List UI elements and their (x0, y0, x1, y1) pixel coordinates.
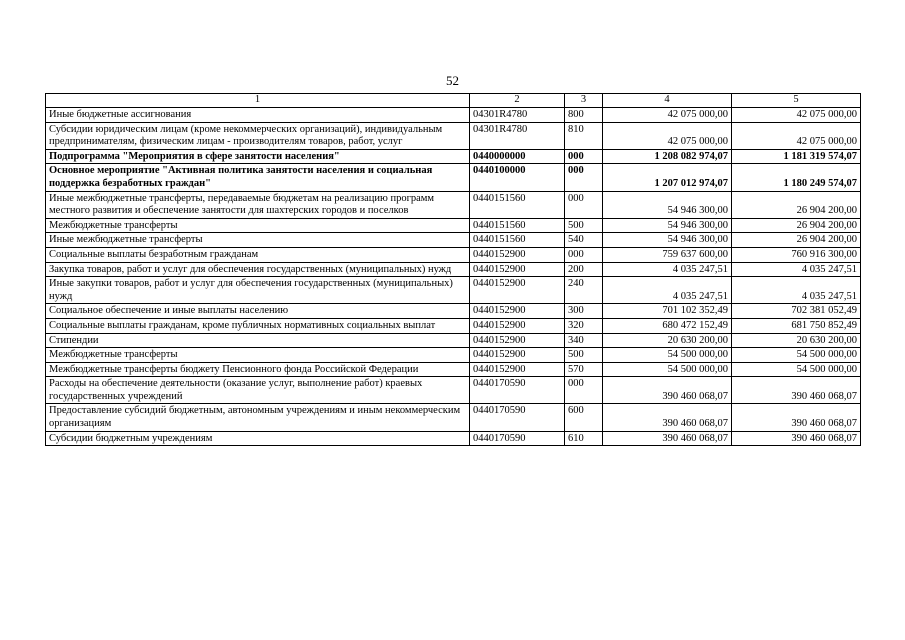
row-name-cell: Предоставление субсидий бюджетным, автономным учреждениям и иным некоммерческим организациям (46, 404, 470, 431)
row-name-cell: Межбюджетные трансферты бюджету Пенсионного фонда Российской Федерации (46, 362, 470, 377)
table-row (46, 149, 861, 164)
row-expense-type-cell: 570 (565, 362, 603, 377)
row-expense-type-cell: 320 (565, 318, 603, 333)
row-name-cell: Стипендии (46, 333, 470, 348)
row-amount-2-cell: 20 630 200,00 (732, 333, 861, 348)
row-amount-1-cell: 54 500 000,00 (603, 362, 732, 377)
row-amount-2-cell: 26 904 200,00 (732, 233, 861, 248)
row-expense-type-cell: 000 (565, 377, 603, 404)
row-name-cell: Иные закупки товаров, работ и услуг для обеспечения государственных (муниципальных) нужд (46, 277, 470, 304)
row-code-cell: 0440170590 (470, 377, 565, 404)
row-expense-type-cell: 610 (565, 431, 603, 446)
row-amount-1-cell: 390 460 068,07 (603, 404, 732, 431)
row-amount-1-cell: 42 075 000,00 (603, 108, 732, 123)
row-amount-2-cell: 1 181 319 574,07 (732, 149, 861, 164)
row-code-cell: 04301R4780 (470, 122, 565, 149)
row-name-cell: Основное мероприятие "Активная политика занятости населения и социальная поддержка безработных граждан" (46, 164, 470, 191)
row-amount-2-cell: 4 035 247,51 (732, 277, 861, 304)
row-amount-1-cell: 680 472 152,49 (603, 318, 732, 333)
row-code-cell: 0440152900 (470, 362, 565, 377)
row-expense-type-cell: 000 (565, 149, 603, 164)
row-amount-1-cell: 54 946 300,00 (603, 233, 732, 248)
row-code-cell: 0440152900 (470, 277, 565, 304)
row-expense-type-cell: 500 (565, 348, 603, 363)
row-amount-2-cell: 760 916 300,00 (732, 247, 861, 262)
header-col-3: 3 (565, 94, 603, 108)
table-row (46, 377, 861, 404)
row-code-cell: 0440151560 (470, 218, 565, 233)
row-expense-type-cell: 500 (565, 218, 603, 233)
row-name-cell: Подпрограмма "Мероприятия в сфере занятости населения" (46, 149, 470, 164)
page-number: 52 (446, 73, 459, 88)
row-expense-type-cell: 000 (565, 247, 603, 262)
row-amount-2-cell: 681 750 852,49 (732, 318, 861, 333)
row-expense-type-cell: 800 (565, 108, 603, 123)
row-name-cell: Межбюджетные трансферты (46, 348, 470, 363)
row-expense-type-cell: 200 (565, 262, 603, 277)
row-name-cell: Иные межбюджетные трансферты, передаваемые бюджетам на реализацию программ местного развития и обеспечение занятости для шахтерских городов и поселков (46, 191, 470, 218)
row-amount-2-cell: 42 075 000,00 (732, 108, 861, 123)
row-name-cell: Иные межбюджетные трансферты (46, 233, 470, 248)
table-row (46, 318, 861, 333)
row-name-cell: Расходы на обеспечение деятельности (оказание услуг, выполнение работ) краевых государственных учреждений (46, 377, 470, 404)
table-row (46, 233, 861, 248)
row-amount-2-cell: 702 381 052,49 (732, 304, 861, 319)
row-amount-2-cell: 26 904 200,00 (732, 218, 861, 233)
header-col-5: 5 (732, 94, 861, 108)
row-amount-1-cell: 701 102 352,49 (603, 304, 732, 319)
table-row (46, 247, 861, 262)
row-amount-1-cell: 4 035 247,51 (603, 277, 732, 304)
table-row (46, 218, 861, 233)
row-amount-1-cell: 390 460 068,07 (603, 431, 732, 446)
table-row (46, 431, 861, 446)
row-code-cell: 0440170590 (470, 431, 565, 446)
budget-table (45, 93, 861, 446)
row-amount-1-cell: 54 500 000,00 (603, 348, 732, 363)
table-row (46, 262, 861, 277)
row-amount-2-cell: 54 500 000,00 (732, 348, 861, 363)
row-amount-1-cell: 1 208 082 974,07 (603, 149, 732, 164)
row-amount-2-cell: 390 460 068,07 (732, 377, 861, 404)
row-code-cell: 04301R4780 (470, 108, 565, 123)
row-amount-1-cell: 1 207 012 974,07 (603, 164, 732, 191)
table-row (46, 277, 861, 304)
row-amount-2-cell: 390 460 068,07 (732, 404, 861, 431)
table-row (46, 164, 861, 191)
row-name-cell: Социальные выплаты гражданам, кроме публичных нормативных социальных выплат (46, 318, 470, 333)
row-name-cell: Субсидии юридическим лицам (кроме некоммерческих организаций), индивидуальным предпринимателям, физическим лицам - производителям товаров, работ, услуг (46, 122, 470, 149)
row-expense-type-cell: 600 (565, 404, 603, 431)
row-code-cell: 0440152900 (470, 247, 565, 262)
row-name-cell: Социальное обеспечение и иные выплаты населению (46, 304, 470, 319)
row-expense-type-cell: 240 (565, 277, 603, 304)
row-name-cell: Субсидии бюджетным учреждениям (46, 431, 470, 446)
row-expense-type-cell: 810 (565, 122, 603, 149)
row-code-cell: 0440100000 (470, 164, 565, 191)
header-col-1: 1 (46, 94, 470, 108)
row-amount-2-cell: 26 904 200,00 (732, 191, 861, 218)
row-name-cell: Закупка товаров, работ и услуг для обеспечения государственных (муниципальных) нужд (46, 262, 470, 277)
row-amount-2-cell: 4 035 247,51 (732, 262, 861, 277)
table-row (46, 108, 861, 123)
row-expense-type-cell: 000 (565, 191, 603, 218)
row-amount-1-cell: 54 946 300,00 (603, 218, 732, 233)
row-amount-1-cell: 390 460 068,07 (603, 377, 732, 404)
row-code-cell: 0440151560 (470, 191, 565, 218)
header-col-2: 2 (470, 94, 565, 108)
row-expense-type-cell: 340 (565, 333, 603, 348)
row-code-cell: 0440170590 (470, 404, 565, 431)
row-name-cell: Иные бюджетные ассигнования (46, 108, 470, 123)
row-code-cell: 0440152900 (470, 304, 565, 319)
row-amount-2-cell: 42 075 000,00 (732, 122, 861, 149)
row-expense-type-cell: 000 (565, 164, 603, 191)
table-row (46, 333, 861, 348)
row-name-cell: Социальные выплаты безработным гражданам (46, 247, 470, 262)
row-code-cell: 0440152900 (470, 348, 565, 363)
row-amount-2-cell: 54 500 000,00 (732, 362, 861, 377)
table-row (46, 404, 861, 431)
table-row (46, 122, 861, 149)
row-expense-type-cell: 300 (565, 304, 603, 319)
row-code-cell: 0440151560 (470, 233, 565, 248)
header-col-4: 4 (603, 94, 732, 108)
header-row (46, 94, 861, 108)
table-row (46, 304, 861, 319)
row-code-cell: 0440152900 (470, 262, 565, 277)
row-code-cell: 0440000000 (470, 149, 565, 164)
row-amount-1-cell: 42 075 000,00 (603, 122, 732, 149)
row-expense-type-cell: 540 (565, 233, 603, 248)
row-amount-2-cell: 1 180 249 574,07 (732, 164, 861, 191)
table-row (46, 348, 861, 363)
table-body (46, 108, 861, 446)
row-amount-1-cell: 4 035 247,51 (603, 262, 732, 277)
row-amount-1-cell: 759 637 600,00 (603, 247, 732, 262)
table-row (46, 191, 861, 218)
row-code-cell: 0440152900 (470, 333, 565, 348)
row-code-cell: 0440152900 (470, 318, 565, 333)
row-amount-2-cell: 390 460 068,07 (732, 431, 861, 446)
row-amount-1-cell: 54 946 300,00 (603, 191, 732, 218)
row-amount-1-cell: 20 630 200,00 (603, 333, 732, 348)
table-row (46, 362, 861, 377)
row-name-cell: Межбюджетные трансферты (46, 218, 470, 233)
